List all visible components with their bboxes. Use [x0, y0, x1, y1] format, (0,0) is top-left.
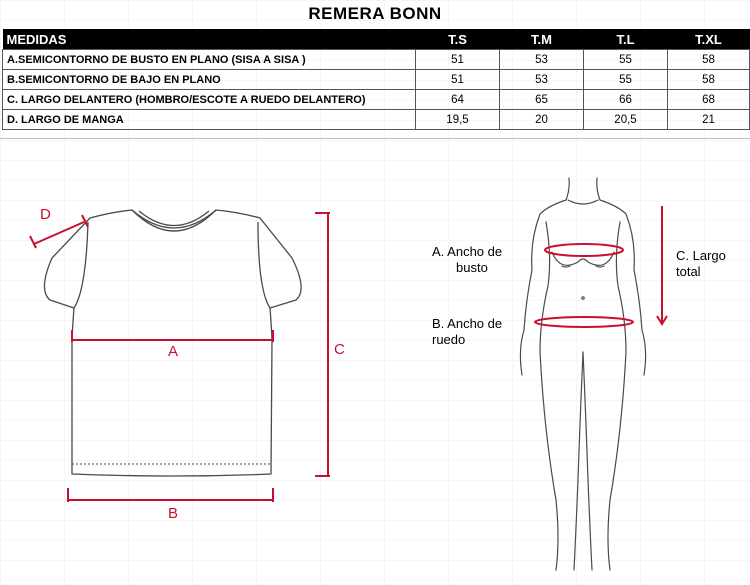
length-label [676, 248, 726, 280]
header-size-xl: T.XL [668, 29, 750, 50]
cell-value: 55 [584, 50, 668, 70]
label-d: D [40, 206, 51, 223]
body-figure [520, 178, 645, 570]
hem-measure-loop [535, 317, 633, 327]
cell-value: 65 [500, 90, 584, 110]
cell-value: 20 [500, 110, 584, 130]
header-medidas: MEDIDAS [3, 29, 416, 50]
label-a: A [168, 343, 179, 360]
hem-label-line2: ruedo [432, 332, 466, 347]
cell-value: 66 [584, 90, 668, 110]
cell-value: 53 [500, 50, 584, 70]
cell-value: 58 [668, 70, 750, 90]
cell-value: 64 [416, 90, 500, 110]
row-label: D. LARGO DE MANGA [3, 110, 416, 130]
bust-measure-loop [545, 244, 623, 256]
cell-value: 58 [668, 50, 750, 70]
label-c: C [334, 341, 345, 358]
header-size-m: T.M [500, 29, 584, 50]
row-label: A.SEMICONTORNO DE BUSTO EN PLANO (SISA A SISA ) [3, 50, 416, 70]
cell-value: 51 [416, 50, 500, 70]
row-label: B.SEMICONTORNO DE BAJO EN PLANO [3, 70, 416, 90]
cell-value: 53 [500, 70, 584, 90]
header-size-l: T.L [584, 29, 668, 50]
bust-label-line2: busto [456, 260, 488, 275]
cell-value: 55 [584, 70, 668, 90]
header-size-s: T.S [416, 29, 500, 50]
length-label-line1: C. Largo [676, 248, 726, 263]
cell-value: 68 [668, 90, 750, 110]
bust-label [432, 244, 502, 276]
hem-label-line1: B. Ancho de [432, 316, 503, 331]
hem-label [432, 316, 502, 348]
cell-value: 21 [668, 110, 750, 130]
product-title: REMERA BONN [308, 4, 442, 23]
cell-value: 19,5 [416, 110, 500, 130]
cell-value: 51 [416, 70, 500, 90]
label-b: B [168, 505, 179, 522]
length-label-line2: total [676, 264, 701, 279]
measure-lines-garment [30, 213, 330, 502]
row-label: C. LARGO DELANTERO (HOMBRO/ESCOTE A RUEDO DELANTERO) [3, 90, 416, 110]
bust-label-line1: A. Ancho de [432, 244, 503, 259]
cell-value: 20,5 [584, 110, 668, 130]
